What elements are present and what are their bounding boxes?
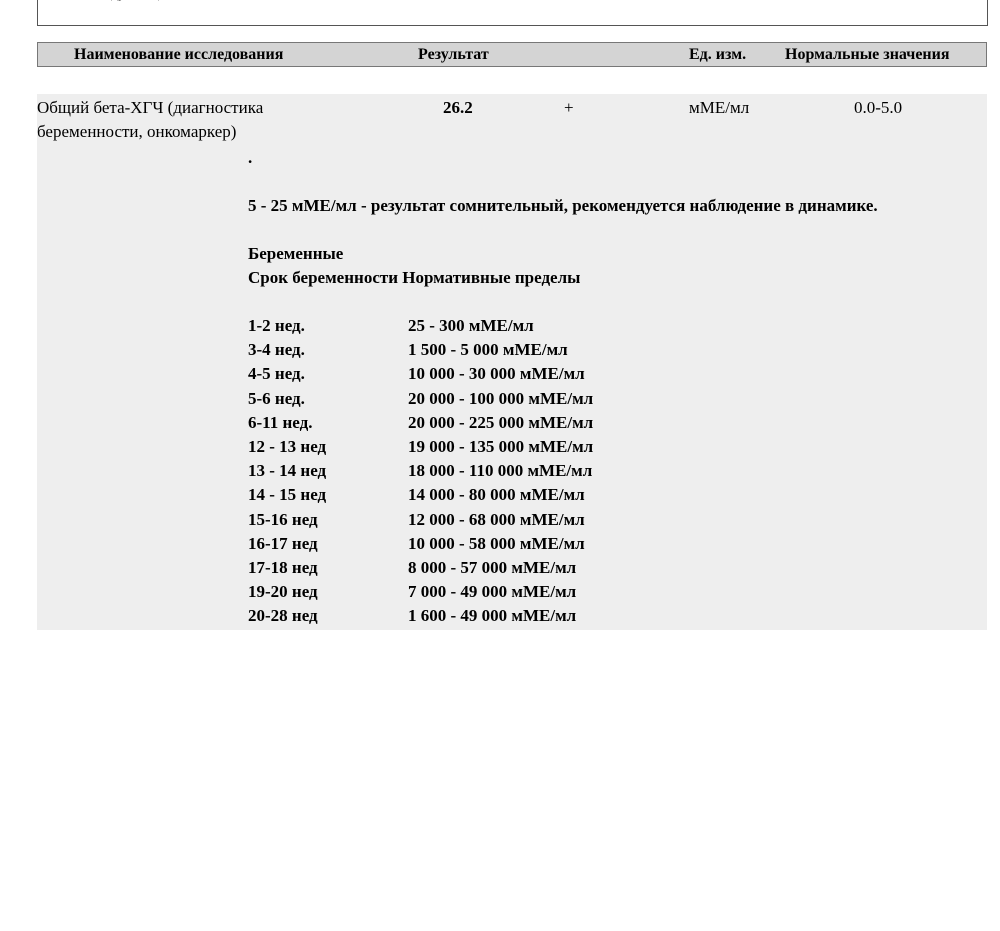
reference-range: 12 000 - 68 000 мМЕ/мл	[408, 509, 585, 529]
gestation-week: 19-20 нед	[248, 582, 318, 602]
results-table-header	[37, 42, 987, 67]
reference-range: 18 000 - 110 000 мМЕ/мл	[408, 461, 593, 481]
header-unit: Ед. изм.	[689, 46, 747, 63]
reference-range: 1 600 - 49 000 мМЕ/мл	[408, 606, 577, 626]
gestation-week: 12 - 13 нед	[248, 436, 327, 456]
gestation-week: 20-28 нед	[248, 606, 318, 626]
test-result-block	[37, 94, 987, 630]
gestation-week: 15-16 нед	[248, 509, 318, 529]
reference-range: 7 000 - 49 000 мМЕ/мл	[408, 582, 577, 602]
gestation-week: 1-2 нед.	[248, 316, 305, 335]
reference-range: 8 000 - 57 000 мМЕ/мл	[408, 557, 577, 577]
reference-range: 20 000 - 100 000 мМЕ/мл	[408, 388, 594, 408]
header-normal-values: Нормальные значения	[785, 46, 950, 63]
reference-range: 19 000 - 135 000 мМЕ/мл	[408, 436, 594, 456]
header-result: Результат	[418, 46, 489, 63]
gestation-week: 13 - 14 нед	[248, 461, 327, 481]
gestation-week: 6-11 нед.	[248, 412, 313, 432]
patient-sex-label	[575, 0, 601, 3]
pregnant-title: Беременные	[248, 244, 344, 263]
header-test-name: Наименование исследования	[74, 46, 284, 63]
reference-range: 10 000 - 30 000 мМЕ/мл	[408, 364, 585, 384]
test-unit: мМЕ/мл	[689, 98, 750, 117]
comment-warning: 5 - 25 мМЕ/мл - результат сомнительный, рекомендуется наблюдение в динамике.	[248, 196, 878, 215]
gestation-week: 14 - 15 нед	[248, 485, 327, 505]
test-value: 26.2	[443, 98, 473, 117]
gestation-week: 5-6 нед.	[248, 388, 305, 408]
reference-range: 10 000 - 58 000 мМЕ/мл	[408, 533, 585, 553]
test-normal-range: 0.0-5.0	[854, 98, 903, 117]
gestation-week: 4-5 нед.	[248, 364, 305, 384]
patient-sex-value	[708, 0, 759, 3]
test-flag: +	[564, 98, 574, 117]
reference-range: 25 - 300 мМЕ/мл	[408, 316, 534, 335]
reference-range: 14 000 - 80 000 мМЕ/мл	[408, 485, 585, 505]
reference-range: 20 000 - 225 000 мМЕ/мл	[408, 412, 594, 432]
test-name: Общий бета-ХГЧ (диагностика беременности, онкомаркер)	[37, 98, 264, 141]
pregnancy-table-header: Срок беременности Нормативные пределы	[248, 268, 581, 287]
patient-info-box	[37, 0, 988, 26]
reference-range: 1 500 - 5 000 мМЕ/мл	[408, 340, 568, 360]
patient-address-label	[102, 0, 194, 3]
comment-dot: .	[248, 148, 253, 167]
gestation-week: 16-17 нед	[248, 533, 318, 553]
gestation-week: 17-18 нед	[248, 557, 318, 577]
gestation-week: 3-4 нед.	[248, 340, 305, 360]
